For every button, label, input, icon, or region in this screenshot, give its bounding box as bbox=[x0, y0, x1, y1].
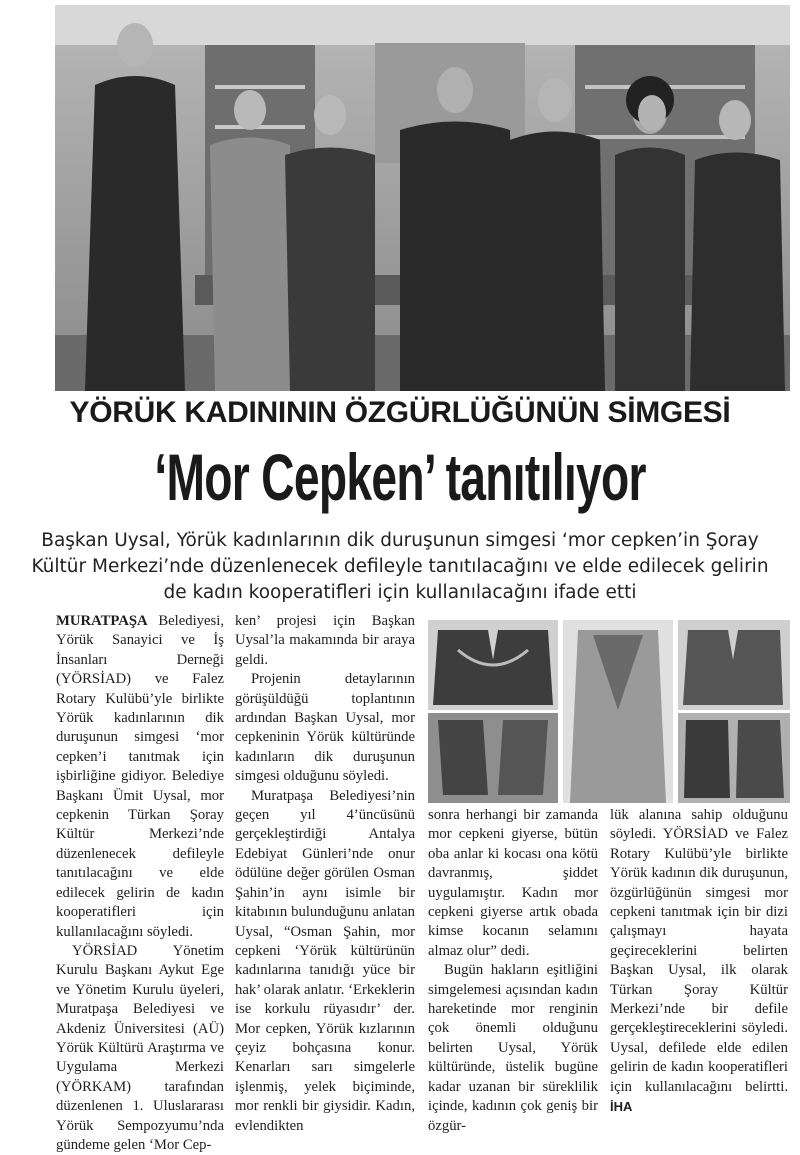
headline bbox=[0, 437, 800, 517]
paragraph: Projenin detaylarının görüşüldüğü toplantının ardından Başkan Uysal, mor cepkeninin Yörük kültüründe kadınların dik duruşunun simgesi olduğunu söyledi. bbox=[235, 671, 415, 785]
paragraph: Muratpaşa Belediyesi’nin geçen yıl 4’üncüsünü gerçekleştirdiği Antalya Edebiyat Günleri’nde onur ödülüne değer görülen Osman Şahin’in aynı isimle bir kitabının bulunduğunu anlatan Uysal, “Osman Şahin, mor cepkeni ‘Yörük kültürünün kadınlarına tanıdığı yüce bir hak’ olarak anlatır. ‘Erkeklerin ise korkulu rüyasıdır’ der. Mor cepken, Yörük kızlarının çeyiz bohçasına konur. Kenarları sarı simgelerle işlenmiş, yelek biçiminde, mor renkli bir giysidir. Kadın, evlendikten bbox=[235, 787, 415, 1134]
costume-photos bbox=[428, 620, 790, 803]
paragraph: sonra herhangi bir zamanda mor cepkeni giyerse, bütün oba anlar ki kocası ona kötü davranmış, şiddet uygulamıştır. Kadın mor cepkeni giyerse artık obada kimse kocanın selamını almaz olur” dedi. bbox=[428, 807, 598, 959]
paragraph: YÖRSİAD Yönetim Kurulu Başkanı Aykut Ege ve Yönetim Kurulu üyeleri, Muratpaşa Belediyesi ve Akdeniz Üniversitesi (AÜ) Yörük Kültürü Araştırma ve Uygulama Merkezi (YÖRKAM) tarafından düzenlenen 1. Uluslararası Yörük Sempozyumu’nda gündeme gelen ‘Mor Cep- bbox=[56, 942, 224, 1153]
paragraph-text: lük alanına sahip olduğunu söyledi. YÖRSİAD ve Falez Rotary Kulübü’yle birlikte Yörük kadının dik duruşunun, özgürlüğünün simgesi mor cepkeni tanıtmak için bir dizi çalışmayı hayata geçireceklerini belirten Başkan Uysal, ilk olarak Türkan Şoray Kültür Merkezi’nde bir defile gerçekleştireceklerini söyledi. Uysal, defilede elde edilen gelirin de kadın kooperatifleri için kullanılacağını belirtti. bbox=[610, 807, 788, 1095]
column-4 bbox=[610, 806, 788, 1118]
column-2 bbox=[235, 612, 415, 1136]
column-1 bbox=[56, 612, 224, 1155]
headline-text: ‘Mor Cepken’ tanıtılıyor bbox=[154, 440, 646, 514]
group-photo bbox=[55, 5, 790, 391]
paragraph bbox=[56, 612, 224, 942]
column-3 bbox=[428, 806, 598, 1136]
paragraph: ken’ projesi için Başkan Uysal’la makamında bir araya geldi. bbox=[235, 613, 415, 668]
paragraph: Bugün hakların eşitliğini simgelemesi açısından kadın hareketinde mor renginin çok önemli olduğunu belirten Uysal, Yörük kültüründe, üstelik bugüne kadar uzanan bir süreklilik içinde, kadının çok geniş bir özgür- bbox=[428, 962, 598, 1134]
agency-credit: İHA bbox=[610, 1099, 633, 1115]
paragraph-text: Belediyesi, Yörük Sanayici ve İş İnsanları Derneği (YÖRSİAD) ve Falez Rotary Kulübü’yle birlikte Yörük kadınlarının dik duruşunun simgesi ‘mor cepken’i tanıtmak için işbirliğine gidiyor. Belediye Başkanı Ümit Uysal, mor cepkenin Türkan Şoray Kültür Merkezi’nde düzenlenecek defileyle tanıtılacağını ve elde edilecek gelirin de kadın kooperatifleri için kullanılacağını söyledi. bbox=[56, 613, 224, 940]
lead-word: MURATPAŞA bbox=[56, 613, 148, 629]
paragraph bbox=[610, 806, 788, 1118]
kicker: YÖRÜK KADINININ ÖZGÜRLÜĞÜNÜN SİMGESİ bbox=[69, 396, 731, 429]
deck: Başkan Uysal, Yörük kadınlarının dik duruşunun simgesi ‘mor cepken’in Şoray Kültür Merkezi’nde düzenlenecek defileyle tanıtılacağını ve elde edilecek gelirin de kadın kooperatifleri için kullanılacağını ifade etti bbox=[31, 530, 769, 603]
